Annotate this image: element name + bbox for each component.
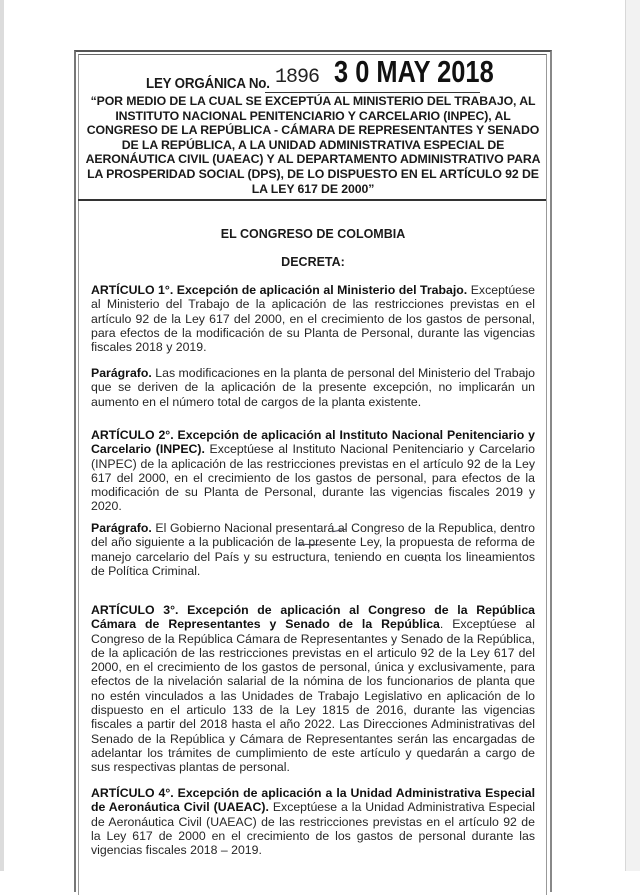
article-4-heading: ARTÍCULO 4°. Excepción de aplicación a la Unidad Administrativa Especial de Aeronáutica Civil (UAEAC). <box>91 786 535 815</box>
article-2-paragraph-text: El Gobierno Nacional presentará al Congreso de la Republica, dentro del año siguiente a la publicación de la presente Ley, la propuesta de reforma de manejo carcelario del País y su estructura, teniendo en cuenta los lineamientos de Política Criminal. <box>91 521 535 578</box>
header-divider <box>78 199 546 201</box>
page-edge-right <box>625 0 640 871</box>
article-1-paragraph <box>91 366 535 409</box>
article-3 <box>91 603 535 775</box>
article-2-paragraph-heading: Parágrafo. <box>91 521 152 535</box>
article-4 <box>91 786 535 857</box>
article-3-text: . Exceptúese al Congreso de la República Cámara de Representantes y Senado de la República, de la aplicación de las restricciones previstas en el articulo 92 de la Ley 617 del 2000, en el crecimiento de los gastos de personal, única y exclusivamente, para efectos de la nivelación salarial de la nómina de los funcionarios de planta que no estén vinculados a las Unidades de Trabajo Legislativo en aplicación de lo dispuesto en el articulo 133 de la Ley 1815 de 2016, durante las vigencias fiscales a partir del 2018 hasta el año 2022. Las Direcciones Administrativas del Senado de la República y Cámara de Representantes serán las encargadas de adelantar los trámites de cumplimiento de este artículo y quedarán a cargo de sus respectivas plantas de personal. <box>91 617 535 775</box>
date-stamp: 3 0 MAY 2018 <box>334 54 494 89</box>
law-number: 1896 <box>275 66 320 89</box>
article-2-paragraph <box>91 521 535 578</box>
article-1 <box>91 283 535 354</box>
article-1-paragraph-heading: Parágrafo. <box>91 366 152 380</box>
article-1-paragraph-text: Las modificaciones en la planta de personal del Ministerio del Trabajo que se deriven de la aplicación de la presente excepción, no implicarán un aumento en el número total de cargos de la planta existente. <box>91 366 535 409</box>
article-2-text: Exceptúese al Instituto Nacional Penitenciario y Carcelario (INPEC) de la aplicación de las restricciones previstas en el artículo 92 de la Ley 617 del 2000, en el crecimiento de los gastos de personal, para efectos de la modificación de su Planta de Personal, durante las vigencias fiscales 2019 y 2020. <box>91 442 535 514</box>
issuer-heading: EL CONGRESO DE COLOMBIA <box>220 227 406 241</box>
page-edge-left <box>0 0 4 871</box>
law-subtitle: “POR MEDIO DE LA CUAL SE EXCEPTÚA AL MINISTERIO DEL TRABAJO, AL INSTITUTO NACIONAL PENITENCIARIO Y CARCELARIO (INPEC), AL CONGRESO DE LA REPÚBLICA - CÁMARA DE REPRESENTANTES Y SENADO DE LA REPÚBLICA, A LA UNIDAD ADMINISTRATIVA ESPECIAL DE AERONÁUTICA CIVIL (UAEAC) Y AL DEPARTAMENTO ADMINISTRATIVO PARA LA PROSPERIDAD SOCIAL (DPS), DE LO DISPUESTO EN EL ARTÍCULO 92 DE LA LEY 617 DE 2000” <box>85 94 541 196</box>
article-4-text: Exceptúese a la Unidad Administrativa Especial de Aeronáutica Civil (UAEAC) de las restricciones previstas en el artículo 92 de la Ley 617 de 2000 en el crecimiento de los gastos de personal durante las vigencias fiscales 2018 – 2019. <box>91 800 535 858</box>
law-title-row <box>80 56 546 96</box>
decreta-heading: DECRETA: <box>281 255 345 269</box>
article-2 <box>91 428 535 514</box>
article-2-heading: ARTÍCULO 2°. Excepción de aplicación al Instituto Nacional Penitenciario y Carcelario (INPEC). <box>91 428 535 457</box>
article-1-text: Exceptúese al Ministerio del Trabajo de la aplicación de las restricciones previstas en el artículo 92 de la Ley 617 del 2000, en el crecimiento de los gastos de personal, para efectos de la modificación de su Planta de Personal, durante las vigencias fiscales 2018 y 2019. <box>91 283 535 355</box>
article-1-heading: ARTÍCULO 1°. Excepción de aplicación al Ministerio del Trabajo. <box>91 283 468 297</box>
law-type-label: LEY ORGÁNICA No. <box>146 76 270 92</box>
law-number-underline <box>265 92 480 93</box>
article-3-heading: ARTÍCULO 3°. Excepción de aplicación al Congreso de la República Cámara de Representantes y Senado de la República <box>91 603 535 632</box>
